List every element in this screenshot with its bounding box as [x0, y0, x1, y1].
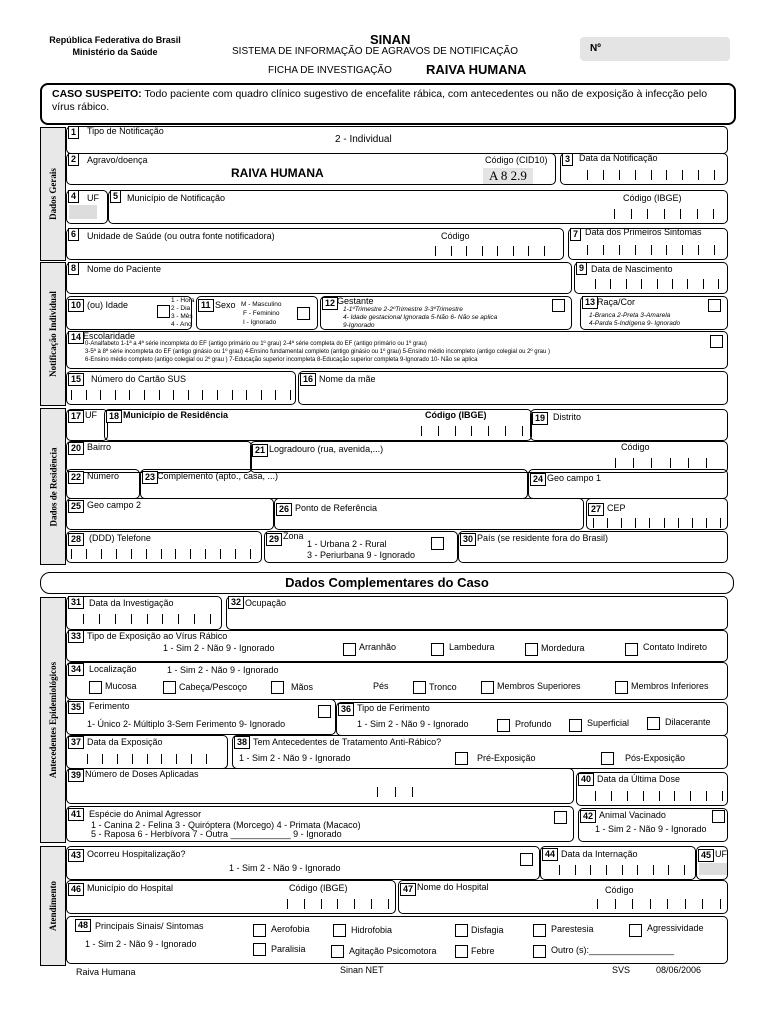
field-42-row[interactable] — [578, 808, 728, 842]
field-2-cid: A 8 2.9 — [483, 168, 533, 184]
field-1-number: 1 — [68, 126, 79, 139]
field-18-codigo-ticks — [421, 426, 523, 436]
field-46-row[interactable] — [66, 880, 396, 914]
field-40-label: Data da Última Dose — [597, 774, 681, 784]
field-48-agitacao-label: Agitação Psicomotora — [349, 946, 437, 956]
field-38-pos-label: Pós-Exposição — [625, 753, 686, 763]
field-33-arranhao-label: Arranhão — [359, 642, 397, 652]
field-38-pre-checkbox[interactable] — [455, 752, 468, 765]
field-1-value: 2 - Individual — [335, 134, 392, 145]
field-48-febre-label: Febre — [471, 946, 495, 956]
field-32-label: Ocupação — [245, 598, 287, 608]
field-4-number: 4 — [68, 190, 79, 203]
field-19-label: Distrito — [553, 412, 582, 422]
field-24-number: 24 — [530, 473, 546, 486]
field-41-line1: 1 - Canina 2 - Felina 3 - Quiróptera (Morcego) 4 - Primata (Macaco) — [91, 820, 361, 830]
field-29-label: Zona — [283, 531, 304, 541]
field-36-profundo-label: Profundo — [515, 719, 552, 729]
field-45-row[interactable] — [696, 846, 728, 880]
field-33-row[interactable] — [66, 630, 728, 662]
field-48-label: Principais Sinais/ Sintomas — [95, 921, 204, 931]
field-48-number: 48 — [75, 919, 91, 932]
field-43-opts: 1 - Sim 2 - Não 9 - Ignorado — [229, 863, 341, 873]
field-34-mucosa-label: Mucosa — [105, 681, 137, 691]
field-42-checkbox[interactable] — [712, 810, 725, 823]
section-notificacao-individual: Notificação Individual — [40, 262, 66, 406]
disease-title: RAIVA HUMANA — [426, 62, 527, 77]
field-36-number: 36 — [338, 703, 354, 716]
field-30-row[interactable] — [458, 531, 728, 563]
field-5-row[interactable] — [108, 190, 728, 224]
field-34-pes-checkbox[interactable] — [413, 681, 426, 694]
field-14-number: 14 — [68, 331, 84, 344]
field-48-disfagia-label: Disfagia — [471, 925, 504, 935]
field-38-label: Tem Antecedentes de Tratamento Anti-Rábico? — [253, 737, 442, 747]
field-17-number: 17 — [68, 410, 84, 423]
field-48-hidrofobia-checkbox[interactable] — [333, 924, 346, 937]
field-27-label: CEP — [607, 503, 626, 513]
field-3-row[interactable] — [560, 153, 728, 185]
field-41-checkbox[interactable] — [554, 811, 567, 824]
field-37-number: 37 — [68, 736, 84, 749]
field-43-label: Ocorreu Hospitalização? — [87, 849, 186, 859]
field-37-row[interactable] — [66, 735, 228, 769]
field-11-row[interactable] — [196, 296, 318, 330]
field-34-msup-label: Membros Superiores — [497, 681, 581, 691]
field-33-number: 33 — [68, 630, 84, 643]
field-33-arranhao-checkbox[interactable] — [343, 643, 356, 656]
field-2-number: 2 — [68, 153, 79, 166]
field-35-row[interactable] — [66, 699, 336, 735]
field-30-label: País (se residente fora do Brasil) — [477, 533, 609, 543]
field-48-agitacao-checkbox[interactable] — [331, 945, 344, 958]
field-28-number: 28 — [68, 533, 84, 546]
field-38-number: 38 — [234, 736, 250, 749]
field-41-label: Espécie do Animal Agressor — [89, 809, 202, 819]
field-48-disfagia-checkbox[interactable] — [455, 924, 468, 937]
field-5-codigo-label: Código (IBGE) — [623, 193, 682, 203]
field-46-label: Município do Hospital — [87, 883, 174, 893]
field-39-doses-ticks — [377, 787, 413, 797]
field-35-checkbox[interactable] — [318, 705, 331, 718]
field-12-row[interactable] — [320, 296, 572, 330]
field-27-row[interactable] — [586, 498, 728, 530]
field-48-paralisia-checkbox[interactable] — [253, 943, 266, 956]
field-33-label: Tipo de Exposição ao Vírus Rábico — [87, 631, 228, 641]
field-26-row[interactable] — [274, 498, 584, 530]
field-17-label: UF — [85, 410, 97, 420]
field-46-codigo-ticks — [287, 899, 389, 909]
field-44-label: Data da Internação — [561, 849, 638, 859]
field-33-contato-checkbox[interactable] — [625, 643, 638, 656]
field-16-number: 16 — [300, 373, 316, 386]
field-7-row[interactable] — [568, 228, 728, 260]
field-45-number: 45 — [698, 849, 714, 862]
field-32-number: 32 — [228, 596, 244, 609]
field-48-agressividade-label: Agressividade — [647, 923, 704, 933]
field-14-line1: 0-Analfabeto 1-1ª a 4ª série incompleta do EF (antigo primário ou 1º grau) 2-4ª série completa do EF (antigo primário ou 1º grau) — [85, 341, 427, 347]
field-43-checkbox[interactable] — [520, 853, 533, 866]
field-18-label: Município de Residência — [123, 410, 229, 420]
dados-complementares-title: Dados Complementares do Caso — [40, 572, 734, 594]
field-4-row[interactable] — [66, 190, 108, 224]
field-40-number: 40 — [578, 773, 594, 786]
field-11-checkbox[interactable] — [297, 307, 310, 320]
field-29-opts1: 1 - Urbana 2 - Rural — [307, 539, 387, 549]
field-48-hidrofobia-label: Hidrofobia — [351, 925, 393, 935]
field-24-row[interactable] — [528, 469, 728, 499]
footer-date: 08/06/2006 — [656, 965, 702, 975]
field-4-label: UF — [87, 193, 99, 203]
field-39-row[interactable] — [66, 768, 574, 804]
field-38-opts: 1 - Sim 2 - Não 9 - Ignorado — [239, 753, 351, 763]
field-36-label: Tipo de Ferimento — [357, 703, 430, 713]
field-28-label: (DDD) Telefone — [89, 533, 151, 543]
field-10-checkbox[interactable] — [157, 305, 170, 318]
field-11-opt-m: M - Masculino — [241, 301, 282, 308]
field-11-opt-i: I - Ignorado — [243, 319, 277, 326]
field-25-label: Geo campo 2 — [87, 500, 142, 510]
field-26-number: 26 — [276, 503, 292, 516]
field-18-codigo-label: Código (IBGE) — [425, 410, 487, 420]
field-20-label: Bairro — [87, 442, 112, 452]
field-40-date-ticks — [595, 791, 723, 801]
field-41-number: 41 — [68, 808, 84, 821]
field-44-number: 44 — [542, 848, 558, 861]
field-16-row[interactable] — [298, 371, 728, 405]
caso-text: Todo paciente com quadro clínico sugestivo de encefalite rábica, com antecedentes ou não de exposição à infecção pelo vírus rábico. — [52, 88, 708, 113]
field-39-number: 39 — [68, 769, 84, 782]
footer-center: Sinan NET — [340, 965, 384, 975]
field-42-number: 42 — [580, 810, 596, 823]
field-12-label: Gestante — [337, 296, 374, 306]
field-34-msup-checkbox[interactable] — [615, 681, 628, 694]
field-48-aerofobia-label: Aerofobia — [271, 924, 310, 934]
field-13-checkbox[interactable] — [708, 299, 721, 312]
field-34-cabeca-checkbox[interactable] — [163, 681, 176, 694]
field-10-opt-mes: 3 - Mês — [171, 313, 193, 320]
field-47-row[interactable] — [398, 880, 728, 914]
field-29-opts2: 3 - Periurbana 9 - Ignorado — [307, 550, 416, 560]
field-31-number: 31 — [68, 596, 84, 609]
field-30-number: 30 — [460, 533, 476, 546]
org-republica: República Federativa do Brasil — [49, 35, 181, 45]
caso-title: CASO SUSPEITO: — [52, 88, 142, 100]
field-23-number: 23 — [142, 471, 158, 484]
field-37-date-ticks — [87, 754, 207, 764]
field-48-aerofobia-checkbox[interactable] — [253, 924, 266, 937]
field-21-label: Logradouro (rua, avenida,...) — [269, 444, 384, 454]
field-7-number: 7 — [570, 228, 581, 241]
field-34-tronco-label: Tronco — [429, 682, 457, 692]
field-6-codigo-ticks — [435, 246, 545, 256]
field-10-row[interactable] — [66, 296, 195, 330]
field-45-uf-input[interactable] — [699, 863, 727, 875]
field-2-codigo-label: Código (CID10) — [485, 155, 548, 165]
field-13-number: 13 — [582, 296, 598, 309]
field-8-number: 8 — [68, 262, 79, 275]
field-36-superficial-label: Superficial — [587, 718, 630, 728]
field-28-phone-ticks — [71, 549, 251, 559]
field-21-codigo-ticks — [615, 458, 707, 468]
field-29-checkbox[interactable] — [431, 537, 444, 550]
field-5-label: Município de Notificação — [127, 193, 226, 203]
field-32-row[interactable] — [226, 596, 728, 630]
field-34-tronco-checkbox[interactable] — [481, 681, 494, 694]
field-1-label: Tipo de Notificação — [87, 126, 164, 136]
field-43-number: 43 — [68, 849, 84, 862]
field-24-label: Geo campo 1 — [547, 473, 602, 483]
field-3-date-ticks — [587, 170, 715, 180]
field-46-codigo-label: Código (IBGE) — [289, 883, 348, 893]
field-7-label: Data dos Primeiros Sintomas — [585, 227, 702, 237]
field-13-opts2: 4-Parda 5-Indígena 9- Ignorado — [589, 320, 681, 327]
field-6-label: Unidade de Saúde (ou outra fonte notificadora) — [87, 231, 275, 241]
field-33-contato-label: Contato Indireto — [643, 642, 708, 652]
field-34-maos-checkbox[interactable] — [271, 681, 284, 694]
field-36-profundo-checkbox[interactable] — [497, 719, 510, 732]
field-21-number: 21 — [252, 444, 268, 457]
field-26-label: Ponto de Referência — [295, 503, 378, 513]
field-48-outro-label: Outro (s):_________________ — [551, 945, 675, 955]
field-1-row[interactable] — [66, 126, 728, 154]
field-34-opts: 1 - Sim 2 - Não 9 - Ignorado — [167, 665, 279, 675]
field-13-label: Raça/Cor — [597, 297, 636, 307]
field-10-opt-hora: 1 - Hora — [171, 297, 195, 304]
field-42-label: Animal Vacinado — [599, 810, 666, 820]
field-48-parestesia-checkbox[interactable] — [533, 924, 546, 937]
field-48-opts: 1 - Sim 2 - Não 9 - Ignorado — [85, 939, 197, 949]
footer-left: Raiva Humana — [76, 967, 136, 977]
field-10-opt-dia: 2 - Dia — [171, 305, 191, 312]
field-19-number: 19 — [532, 412, 548, 425]
field-9-label: Data de Nascimento — [591, 264, 673, 274]
field-2-row[interactable] — [66, 153, 556, 185]
footer-svs: SVS — [612, 965, 631, 975]
field-28-row[interactable] — [66, 531, 262, 563]
field-35-number: 35 — [68, 701, 84, 714]
field-12-opts3: 9-Ignorado — [343, 322, 375, 329]
section-atendimento: Atendimento — [40, 846, 66, 966]
field-48-outro-checkbox[interactable] — [533, 945, 546, 958]
field-22-number: 22 — [68, 471, 84, 484]
field-15-number: 15 — [68, 373, 84, 386]
field-34-number: 34 — [68, 663, 84, 676]
field-2-label: Agravo/doença — [87, 155, 148, 165]
field-33-lambedura-label: Lambedura — [449, 642, 495, 652]
field-7-date-ticks — [587, 245, 715, 255]
field-12-opts2: 4- Idade gestacional Ignorada 5-Não 6- Não se aplica — [343, 314, 498, 321]
field-14-line3: 6-Ensino médio completo (antigo colegial ou 2º grau ) 7-Educação superior incompleta 8-Educação superior completa 9-Ignorado 10- Não se aplica — [85, 357, 478, 363]
field-34-row[interactable] — [66, 662, 728, 700]
field-35-label: Ferimento — [89, 701, 130, 711]
field-13-row[interactable] — [580, 296, 728, 330]
field-33-opts: 1 - Sim 2 - Não 9 - Ignorado — [163, 643, 275, 653]
field-27-cep-ticks — [593, 518, 721, 528]
field-31-date-ticks — [83, 614, 211, 624]
field-47-codigo-label: Código — [605, 885, 634, 895]
field-47-number: 47 — [400, 883, 416, 896]
field-39-label: Número de Doses Aplicadas — [85, 769, 199, 779]
field-29-row[interactable] — [264, 531, 458, 563]
field-25-row[interactable] — [66, 498, 274, 530]
field-35-opts: 1- Único 2- Múltiplo 3-Sem Ferimento 9- Ignorado — [87, 719, 286, 729]
field-9-date-ticks — [595, 279, 719, 289]
field-8-label: Nome do Paciente — [87, 264, 162, 274]
field-34-minf-label: Membros Inferiores — [631, 681, 709, 691]
section-antecedentes: Antecedentes Epidemiológicos — [40, 597, 66, 843]
field-5-codigo-ticks — [614, 209, 714, 219]
field-48-febre-checkbox[interactable] — [455, 945, 468, 958]
field-15-row[interactable] — [66, 371, 296, 405]
field-14-row[interactable] — [66, 331, 728, 369]
field-3-number: 3 — [562, 153, 573, 166]
field-36-opts: 1 - Sim 2 - Não 9 - Ignorado — [357, 719, 469, 729]
numero-label: Nº — [590, 43, 601, 54]
field-9-number: 9 — [576, 262, 587, 275]
field-10-opt-ano: 4 - Ano — [171, 321, 192, 328]
field-43-row[interactable] — [66, 846, 540, 880]
field-9-row[interactable] — [574, 262, 728, 294]
field-27-number: 27 — [588, 503, 604, 516]
field-42-opts: 1 - Sim 2 - Não 9 - Ignorado — [595, 824, 707, 834]
field-14-line2: 3-5ª à 8ª série incompleta do EF (antigo ginásio ou 1º grau) 4-Ensino fundamental completo (antigo ginásio ou 1º grau) 5-Ensino médio incompleto (antigo colegial ou 2º grau ) — [85, 349, 550, 355]
field-38-row[interactable] — [232, 735, 728, 769]
field-23-label: Complemento (apto., casa, ...) — [157, 471, 279, 481]
field-10-label: (ou) Idade — [87, 300, 129, 310]
field-11-opt-f: F - Feminino — [243, 310, 280, 317]
field-12-opts1: 1-1ºTrimestre 2-2ºTrimestre 3-3ºTrimestre — [343, 306, 463, 313]
field-48-parestesia-label: Parestesia — [551, 924, 594, 934]
field-34-cabeca-label: Cabeça/Pescoço — [179, 682, 248, 692]
field-23-row[interactable] — [140, 469, 528, 499]
field-36-dilacerante-label: Dilacerante — [665, 717, 711, 727]
field-34-maos-label: Mãos — [291, 682, 314, 692]
field-14-checkbox[interactable] — [710, 335, 723, 348]
field-18-number: 18 — [106, 410, 122, 423]
field-31-row[interactable] — [66, 596, 222, 630]
field-19-row[interactable] — [530, 409, 728, 441]
field-6-row[interactable] — [66, 228, 564, 260]
field-29-number: 29 — [266, 533, 282, 546]
field-41-row[interactable] — [66, 806, 574, 842]
field-12-number: 12 — [322, 297, 338, 310]
field-41-line2: 5 - Raposa 6 - Herbívora 7 - Outra ____________ 9 - Ignorado — [91, 829, 342, 839]
field-8-row[interactable] — [66, 262, 572, 294]
field-11-number: 11 — [198, 299, 214, 312]
system-title: SISTEMA DE INFORMAÇÃO DE AGRAVOS DE NOTIFICAÇÃO — [232, 46, 518, 57]
section-dados-residencia: Dados de Residência — [40, 408, 66, 565]
field-34-label: Localização — [89, 664, 137, 674]
field-33-lambedura-checkbox[interactable] — [431, 643, 444, 656]
field-17-row[interactable] — [66, 409, 108, 441]
field-48-paralisia-label: Paralisia — [271, 944, 306, 954]
field-6-codigo-label: Código — [441, 231, 470, 241]
field-18-row[interactable] — [104, 409, 532, 441]
field-45-label: UF — [715, 849, 727, 859]
field-11-label: Sexo — [215, 300, 236, 310]
field-15-ticks — [71, 390, 291, 400]
field-38-pos-checkbox[interactable] — [601, 752, 614, 765]
field-10-number: 10 — [68, 299, 84, 312]
field-15-label: Número do Cartão SUS — [91, 374, 187, 384]
field-13-opts1: 1-Branca 2-Preta 3-Amarela — [589, 312, 671, 319]
field-6-number: 6 — [68, 228, 79, 241]
field-48-row[interactable] — [66, 916, 728, 964]
field-22-label: Número — [87, 471, 120, 481]
field-14-label: Escolaridade — [83, 331, 136, 341]
field-3-label: Data da Notificação — [579, 153, 658, 163]
field-12-checkbox[interactable] — [552, 299, 565, 312]
field-40-row[interactable] — [576, 772, 728, 806]
field-4-uf-input[interactable] — [69, 205, 97, 219]
field-38-pre-label: Pré-Exposição — [477, 753, 536, 763]
field-2-value: RAIVA HUMANA — [231, 166, 324, 180]
section-dados-gerais: Dados Gerais — [40, 127, 66, 261]
field-44-date-ticks — [559, 865, 685, 875]
field-22-row[interactable] — [66, 469, 140, 499]
field-48-agressividade-checkbox[interactable] — [629, 924, 642, 937]
ficha-title: FICHA DE INVESTIGAÇÃO — [268, 65, 392, 76]
field-36-dilacerante-checkbox[interactable] — [647, 717, 660, 730]
field-20-number: 20 — [68, 442, 84, 455]
field-34-mucosa-checkbox[interactable] — [89, 681, 102, 694]
caso-suspeito-box — [40, 83, 736, 125]
field-46-number: 46 — [68, 883, 84, 896]
sinan-title: SINAN — [370, 32, 411, 47]
field-37-label: Data da Exposição — [87, 737, 163, 747]
field-25-number: 25 — [68, 500, 84, 513]
field-47-codigo-ticks — [597, 899, 721, 909]
org-ministerio: Ministério da Saúde — [72, 47, 158, 57]
field-33-mordedura-checkbox[interactable] — [525, 643, 538, 656]
field-16-label: Nome da mãe — [319, 374, 376, 384]
field-47-label: Nome do Hospital — [417, 882, 489, 892]
field-34-pes-label: Pés — [373, 681, 389, 691]
field-21-codigo-label: Código — [621, 442, 650, 452]
numero-field[interactable] — [580, 37, 730, 61]
field-33-mordedura-label: Mordedura — [541, 643, 585, 653]
field-36-superficial-checkbox[interactable] — [569, 719, 582, 732]
field-5-number: 5 — [110, 190, 121, 203]
field-31-label: Data da Investigação — [89, 598, 174, 608]
field-36-row[interactable] — [336, 702, 728, 736]
field-44-row[interactable] — [540, 846, 696, 880]
